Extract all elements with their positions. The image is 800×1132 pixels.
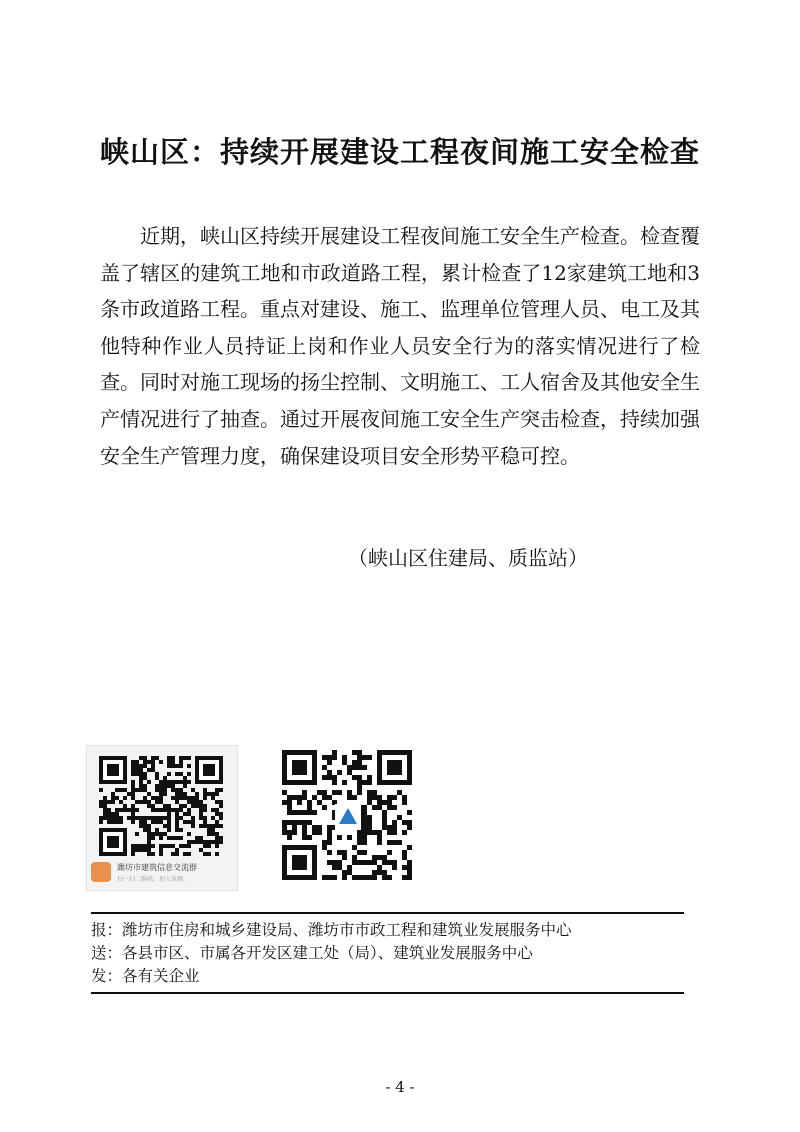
distribution-box: [91, 912, 684, 994]
page-number: - 4 -: [385, 1078, 415, 1096]
group-card-strip: [91, 858, 233, 886]
group-hint: 扫一扫二维码，加入该群。: [117, 876, 190, 883]
article-source: （峡山区住建局、质监站）: [348, 546, 588, 570]
group-name: 潍坊市建筑信息交流群: [117, 862, 197, 872]
group-qr-card: [86, 745, 238, 891]
group-qr-code-icon: [99, 756, 225, 856]
group-avatar-icon: [91, 862, 111, 882]
page-title: 峡山区：持续开展建设工程夜间施工安全检查: [99, 135, 700, 169]
article-body: 近期，峡山区持续开展建设工程夜间施工安全生产检查。检查覆盖了辖区的建筑工地和市政道路工程，累计检查了12家建筑工地和3条市政道路工程。重点对建设、施工、监理单位管理人员、电工及其他特种作业人员持证上岗和作业人员安全行为的落实情况进行了检查。同时对施工现场的扬尘控制、文明施工、工人宿舍及其他安全生产情况进行了抽查。通过开展夜间施工安全生产突击检查，持续加强安全生产管理力度，确保建设项目安全形势平稳可控。: [100, 224, 700, 468]
official-account-qr-code-icon: [282, 750, 414, 884]
distribution-send-to: 送：各县市区、市属各开发区建工处（局）、建筑业发展服务中心: [91, 944, 533, 962]
distribution-issue-to: 发：各有关企业: [91, 967, 200, 985]
distribution-report-to: 报：潍坊市住房和城乡建设局、潍坊市市政工程和建筑业发展服务中心: [91, 921, 572, 939]
